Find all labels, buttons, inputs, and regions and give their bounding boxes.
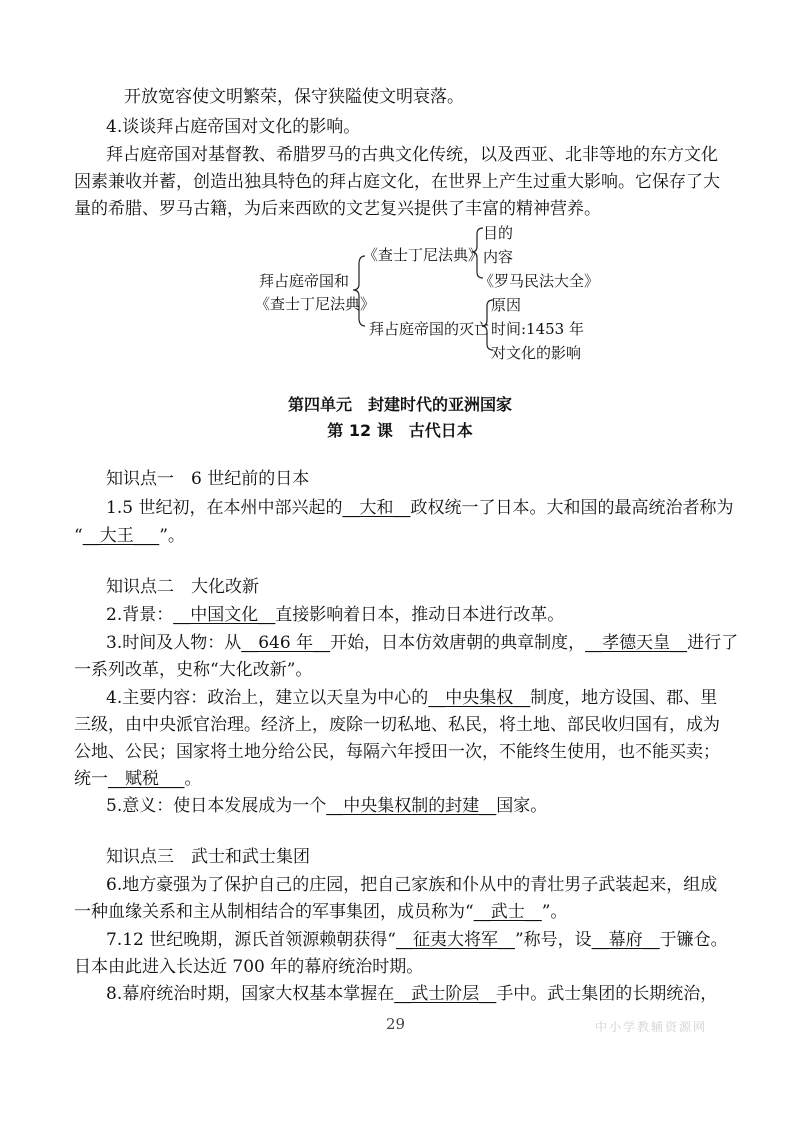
kp3-item-7-line-2: 日本由此进入长达近 700 年的幕府统治时期。 (74, 957, 424, 977)
branch-2-item-3: 对文化的影响 (491, 344, 582, 362)
kp2-content-line-1: 4.主要内容：政治上，建立以天皇为中心的__中央集权__制度，地方设国、郡、里 (106, 688, 718, 708)
kp2-content-line-2: 三级，由中央派官治理。经济上，废除一切私地、私民，将土地、部民收归国有，成为 (74, 715, 720, 735)
answer-line-3: 量的希腊、罗马古籍，为后来西欧的文艺复兴提供了丰富的精神营养。 (74, 199, 601, 219)
blank-answer: __武士__ (473, 902, 542, 922)
unit-title: 第四单元 封建时代的亚洲国家 (287, 395, 512, 414)
kp2-time-line-1: 3.时间及人物：从__646 年__开始，日本仿效唐朝的典章制度，__孝德天皇__进行了 (106, 633, 739, 653)
blank-answer: __幕府__ (591, 930, 660, 950)
answer-line-2: 因素兼收并蓄，创造出独具特色的拜占庭文化，在世界上产生过重大影响。它保存了大 (74, 172, 720, 192)
kp2-heading: 知识点二 大化改新 (106, 577, 259, 597)
branch-1-item-2: 内容 (483, 248, 514, 266)
kp2-content-line-3: 公地、公民；国家将土地分给公民，每隔六年授田一次，不能终生使用，也不能买卖； (74, 742, 720, 762)
blank-answer: __赋税___ (108, 769, 185, 789)
kp3-heading: 知识点三 武士和武士集团 (106, 847, 310, 867)
blank-answer: __中国文化__ (173, 605, 276, 625)
root-label-1: 拜占庭帝国和 (259, 272, 350, 290)
root-label-2: 《查士丁尼法典》 (255, 295, 376, 313)
kp1-line-1: 1.5 世纪初，在本州中部兴起的__大和__政权统一了日本。大和国的最高统治者称为 (106, 498, 734, 518)
kp2-significance: 5.意义：使日本发展成为一个__中央集权制的封建__国家。 (106, 796, 548, 816)
branch-2-item-2: 时间:1453 年 (491, 320, 584, 338)
kp3-item-8-line-1: 8.幕府统治时期，国家大权基本掌握在__武士阶层__手中。武士集团的长期统治， (106, 984, 718, 1004)
kp3-item-6-line-1: 6.地方豪强为了保护自己的庄园，把自己家族和仆从中的青壮男子武装起来，组成 (106, 875, 718, 895)
blank-answer: __646 年__ (241, 633, 331, 653)
kp2-time-line-2: 一系列改革，史称“大化改新”。 (74, 660, 313, 680)
intro-line-1: 开放宽容使文明繁荣，保守狭隘使文明衰落。 (124, 87, 464, 107)
lesson-title: 第 12 课 古代日本 (327, 421, 473, 440)
blank-answer: __武士阶层__ (394, 984, 497, 1004)
branch-2-item-1: 原因 (491, 296, 522, 314)
kp1-heading: 知识点一 6 世纪前的日本 (106, 469, 310, 489)
answer-line-1: 拜占庭帝国对基督教、希腊罗马的古典文化传统，以及西亚、北非等地的东方文化 (106, 145, 718, 165)
blank-answer: __征夷大将军__ (395, 930, 515, 950)
branch-1-item-3: 《罗马民法大全》 (479, 272, 600, 290)
kp1-line-2: “__大王___”。 (74, 526, 185, 546)
kp3-item-6-line-2: 一种血缘关系和主从制相结合的军事集团，成员称为“__武士__”。 (74, 902, 568, 922)
watermark-text: 中小学教辅资源网 (595, 1020, 708, 1034)
kp2-background: 2.背景：__中国文化__直接影响着日本，推动日本进行改革。 (106, 605, 565, 625)
blank-answer: __大和__ (342, 498, 411, 518)
blank-answer: __中央集权制的封建__ (326, 796, 497, 816)
branch-1-label: 《查士丁尼法典》 (363, 246, 484, 264)
blank-answer: __中央集权__ (428, 688, 531, 708)
page-number: 29 (386, 1015, 406, 1033)
branch-1-item-1: 目的 (483, 224, 514, 242)
blank-answer: __大王___ (82, 526, 160, 546)
blank-answer: __孝德天皇__ (585, 633, 688, 653)
question-4: 4.谈谈拜占庭帝国对文化的影响。 (106, 117, 361, 137)
mind-map-diagram (255, 222, 600, 362)
kp2-content-line-4: 统一__赋税___。 (74, 769, 202, 789)
bracket-lines (255, 222, 600, 362)
branch-2-label: 拜占庭帝国的灭亡 (369, 320, 490, 338)
kp3-item-7-line-1: 7.12 世纪晚期，源氏首领源赖朝获得“__征夷大将军__”称号，设__幕府__于镰仓。 (106, 930, 728, 950)
